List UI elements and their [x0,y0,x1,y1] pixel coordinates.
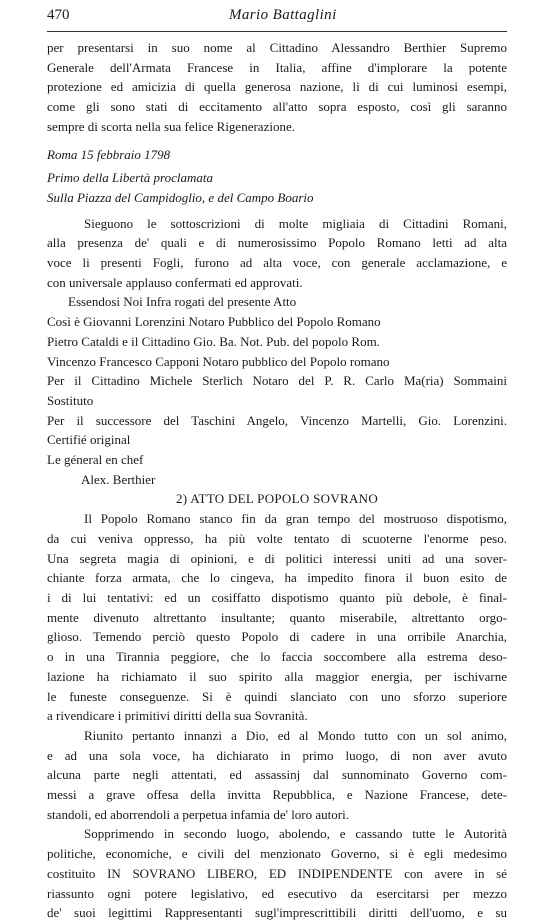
text-line: protezione ed amicizia di quella generosa nazione, li di cui luminosi esempi, [47,79,507,95]
text-line: o in una Tirannia peggiore, che lo faccia soccombere alla estrema deso- [47,649,507,665]
text-line: Primo della Libertà proclamata [47,170,213,186]
text-line: mente divenuto altrettanto insultante; quanto miserabile, altrettanto orgo- [47,609,507,625]
text-line: politiche, economiche, e civili del menzionato Governo, si è egli medesimo [47,846,507,862]
signature-line: Per il Cittadino Michele Sterlich Notaro del P. R. Carlo Ma(ria) Sommaini [47,373,507,389]
page-header [47,7,507,29]
text-line: Sieguono le sottoscrizioni di molte migliaia di Cittadini Romani, [84,215,507,231]
text-line: i di lui tentativi: ed un cosiffatto dispotismo quanto più debole, è final- [47,589,507,605]
signature-block [47,292,507,489]
text-line: chiante forza armata, che lo cingeva, ha impedito finora il buon esito de [47,570,507,586]
proclamation-lines [47,168,507,207]
text-line: come gli sono stati di eccitamento all'atto sopra esposto, così gli saranno [47,99,507,115]
text-line: Una segreta magia di opinioni, e di politici interessi uniti ad una sover- [47,550,507,566]
text-line: Riunito pertanto innanzi a Dio, ed al Mondo tutto con un sol animo, [84,727,507,743]
text-line: da cui veniva oppresso, ha più volte tentato di scuoterne l'enorme peso. [47,530,507,546]
signature-line: Le géneral en chef [47,452,144,468]
paragraph-intro [47,38,507,137]
date-line: Roma 15 febbraio 1798 [47,146,171,162]
text-line: sempre di scorta nella sua felice Rigenerazione. [47,118,295,134]
text-line: de' suoi legittimi Rappresentanti sugl'imprescrittibili diritti dell'uomo, e su [47,905,507,921]
text-line: alla presenza de' quali e di numerosissimo Popolo Romano letti ad alta [47,235,507,251]
signature-line: Per il successore del Taschini Angelo, Vincenzo Martelli, Gio. Lorenzini. [47,412,507,428]
signature-line: Certifié original [47,432,131,448]
paragraph-signatures-intro [47,214,507,293]
signature-line: Essendosi Noi Infra rogati del presente Atto [68,294,297,310]
text-line: Sopprimendo in secondo luogo, abolendo, e cassando tutte le Autorità [84,826,507,842]
text-line: Sulla Piazza del Campidoglio, e del Campo Boario [47,189,314,205]
text-line: a rivendicare i primitivi diritti della sua Sovranità. [47,708,308,724]
running-title: Mario Battaglini [229,7,337,23]
text-line: Generale dell'Armata Francese in Italia, affine d'implorare la potente [47,59,507,75]
text-line: messi a grave offesa della invitta Repubblica, e Nazione Francese, dete- [47,787,507,803]
signature-line: Così è Giovanni Lorenzini Notaro Pubblico del Popolo Romano [47,314,381,330]
signature-line: Pietro Cataldi e il Cittadino Gio. Ba. Not. Pub. del popolo Rom. [47,333,380,349]
text-line: alcuna parte negli attentati, ed assassinj dal sunnominato Governo com- [47,767,507,783]
text-line: Il Popolo Romano stanco fin da gran tempo del mostruoso dispotismo, [84,511,507,527]
text-line: e ad una sola voce, ha dichiarato in primo luogo, di non aver avuto [47,747,507,763]
text-line: costituito IN SOVRANO LIBERO, ED INDIPENDENTE con avere in sé [47,865,507,881]
text-line: glioso. Temendo perciò questo Popolo di cadere in una orribile Anarchia, [47,629,507,645]
section-title: 2) ATTO DEL POPOLO SOVRANO [175,491,379,507]
page-body [47,38,507,923]
text-line: riassunto ogni potere legislativo, ed esecutivo da esercitarsi per mezzo [47,885,507,901]
paragraph-act-3 [47,824,507,923]
text-line: standoli, ed aborrendoli a perpetua infamia de' loro autori. [47,806,349,822]
text-line: per presentarsi in suo nome al Cittadino Alessandro Berthier Supremo [47,40,507,55]
paragraph-act-1 [47,509,507,726]
text-line: lazione ha richiamato il suo spirito alla maggior energia, per ischivarne [47,668,507,684]
page-number: 470 [47,7,70,23]
header-rule [47,31,507,32]
paragraph-act-2 [47,726,507,825]
text-line: con universale applauso confermati ed approvati. [47,274,303,290]
signature-line: Vincenzo Francesco Capponi Notaro pubblico del Popolo romano [47,353,390,369]
text-line: le funeste conseguenze. Si è quindi slanciato con uno sforzo superiore [47,688,507,704]
signature-line: Sostituto [47,392,94,408]
text-line: voce li presenti Fogli, furono ad alta voce, con generale acclamazione, e [47,255,507,271]
signature-line: Alex. Berthier [81,471,156,487]
